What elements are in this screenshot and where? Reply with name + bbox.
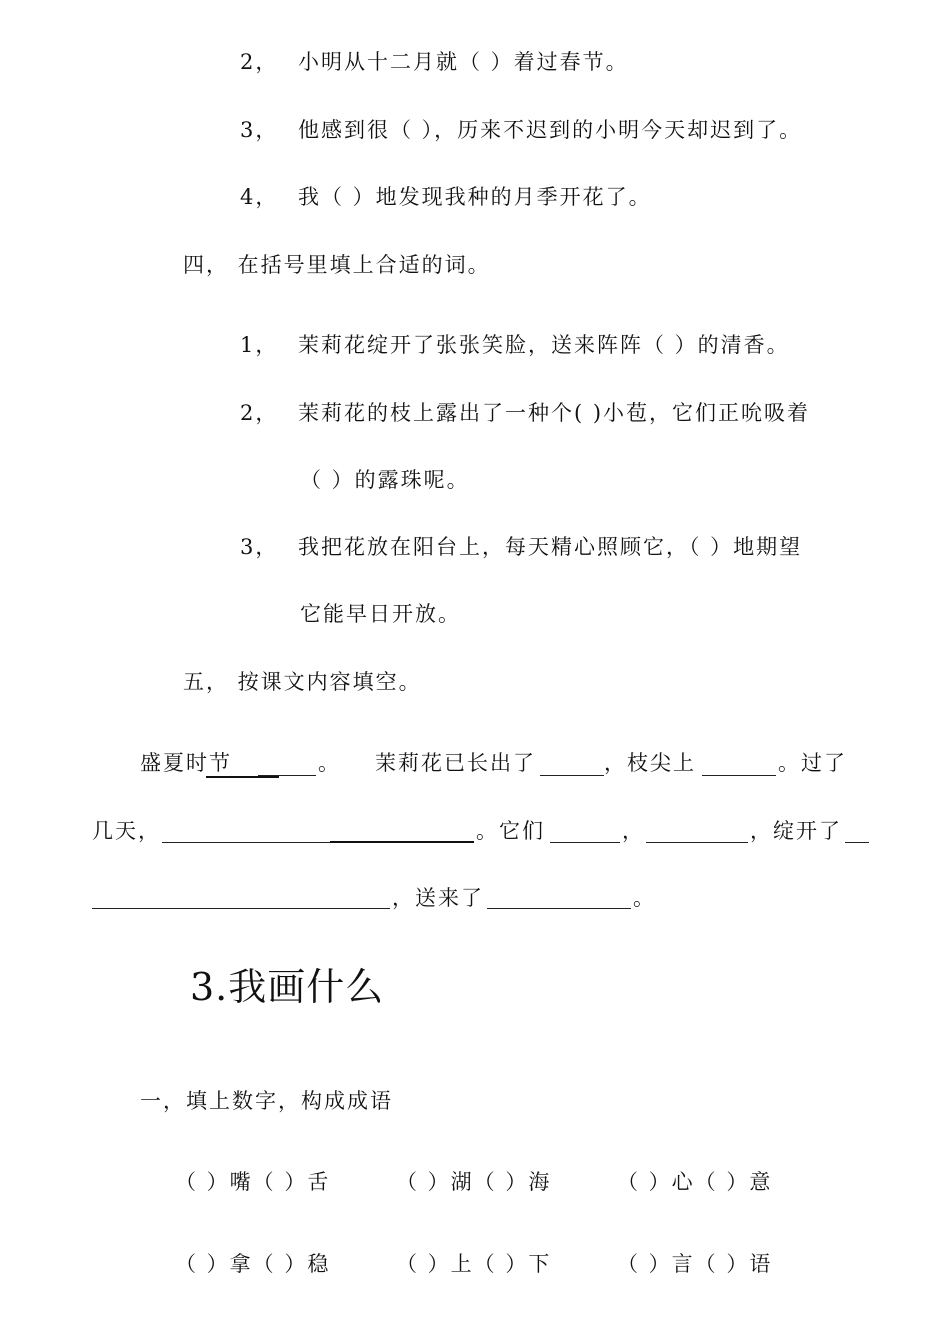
question-item-continued: （ ）的露珠呢。	[300, 468, 470, 492]
fill-blank[interactable]	[487, 908, 631, 909]
fill-text: 。过了	[778, 751, 847, 775]
question-item	[240, 335, 790, 356]
fill-text: 几天，	[92, 819, 161, 843]
item-text: 我把花放在阳台上，每天精心照顾它，（ ）地期望	[298, 535, 803, 559]
fill-blank[interactable]	[646, 842, 748, 843]
item-number: 2，	[240, 401, 279, 425]
section-heading: 一，填上数字，构成成语	[140, 1089, 393, 1113]
item-number: 3，	[240, 535, 279, 559]
fill-text: 。	[633, 886, 656, 910]
fill-blank[interactable]	[845, 842, 869, 843]
item-number: 1，	[240, 333, 279, 357]
question-item	[240, 120, 802, 141]
fill-blank[interactable]	[540, 775, 604, 776]
item-text: 小明从十二月就（ ）着过春节。	[298, 50, 629, 74]
idiom-item: （ ）言（ ）语	[617, 1252, 773, 1276]
item-number: 3，	[240, 118, 279, 142]
fill-blank[interactable]	[258, 775, 316, 776]
item-number: 4，	[240, 185, 279, 209]
section-heading: 四， 在括号里填上合适的词。	[183, 253, 491, 277]
fill-text: ，枝尖上	[604, 751, 696, 775]
item-text: 他感到很（ ），历来不迟到的小明今天却迟到了。	[298, 118, 803, 142]
item-number: 2，	[240, 50, 279, 74]
fill-blank[interactable]	[92, 908, 390, 909]
fill-text: ，送来了	[392, 886, 484, 910]
question-item	[240, 52, 629, 73]
fill-text: 茉莉花已长出了	[375, 751, 536, 775]
question-item	[240, 403, 810, 424]
lesson-title: 3.我画什么	[190, 965, 385, 1009]
idiom-item: （ ）上（ ）下	[396, 1252, 552, 1276]
question-item-continued: 它能早日开放。	[300, 602, 461, 626]
fill-text: 。它们	[476, 819, 545, 843]
idiom-item: （ ）心（ ）意	[617, 1170, 773, 1194]
fill-text: 。	[318, 751, 341, 775]
section-heading: 五， 按课文内容填空。	[183, 670, 422, 694]
question-item	[240, 187, 652, 208]
idiom-item: （ ）拿（ ）稳	[175, 1252, 331, 1276]
fill-text: ，	[622, 819, 645, 843]
idiom-item: （ ）湖（ ）海	[396, 1170, 552, 1194]
item-text: 茉莉花的枝上露出了一种个( )小苞，它们正吮吸着	[298, 401, 811, 425]
fill-text: ，绽开了	[750, 819, 842, 843]
item-text: 茉莉花绽开了张张笑脸，送来阵阵（ ）的清香。	[298, 333, 790, 357]
fill-text: 盛夏时节	[140, 751, 232, 775]
fill-blank[interactable]	[550, 842, 620, 843]
fill-blank[interactable]	[330, 841, 474, 843]
fill-blank[interactable]	[702, 775, 776, 776]
idiom-item: （ ）嘴（ ）舌	[175, 1170, 331, 1194]
item-text: 我（ ）地发现我种的月季开花了。	[298, 185, 652, 209]
fill-blank[interactable]	[206, 776, 279, 778]
fill-blank[interactable]	[162, 842, 332, 843]
question-item	[240, 537, 802, 558]
